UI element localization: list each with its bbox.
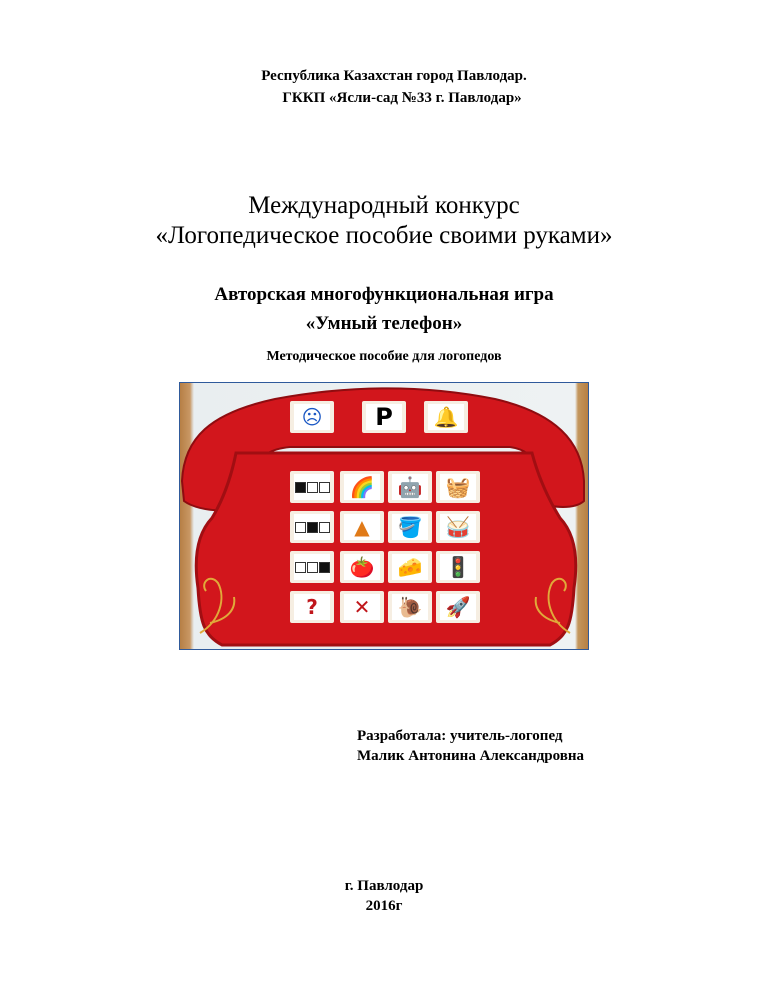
subtitle-line-2: «Умный телефон»: [305, 313, 463, 334]
picture-card: [436, 511, 480, 543]
footer-year: 2016г: [365, 898, 403, 914]
picture-card: [340, 551, 384, 583]
picture-card: [290, 471, 334, 503]
picture-card: [436, 471, 480, 503]
header-line-1: Республика Казахстан город Павлодар.: [261, 68, 527, 84]
picture-card: [388, 591, 432, 623]
title-line-2: «Логопедическое пособие своими руками»: [155, 222, 613, 249]
author-name: Малик Антонина Александровна: [357, 748, 585, 764]
picture-card: [388, 511, 432, 543]
author-role: Разработала: учитель-логопед: [357, 728, 563, 744]
basket-icon: 🧺: [440, 474, 476, 500]
picture-card: [340, 511, 384, 543]
picture-card: [436, 551, 480, 583]
picture-card: [388, 471, 432, 503]
face-icon: ☹: [294, 404, 330, 430]
picture-card: [436, 591, 480, 623]
header-line-2: ГККП «Ясли-сад №33 г. Павлодар»: [282, 90, 522, 106]
rainbow-icon: 🌈: [344, 474, 380, 500]
picture-card: [340, 591, 384, 623]
robot-icon: 🤖: [392, 474, 428, 500]
syllable-grid-icon: [294, 474, 330, 500]
crossed-out-icon: ✕: [344, 594, 380, 620]
picture-card: [290, 591, 334, 623]
subtitle-line-3: Методическое пособие для логопедов: [266, 349, 502, 364]
picture-card: [290, 511, 334, 543]
phone-body: [196, 453, 576, 645]
cheese-icon: 🧀: [392, 554, 428, 580]
subtitle-line-1: Авторская многофункциональная игра: [214, 284, 554, 305]
question-icon: ?: [294, 594, 330, 620]
drum-icon: 🥁: [440, 514, 476, 540]
footer-city: г. Павлодар: [344, 878, 424, 894]
smart-phone-photo: [179, 382, 589, 650]
title-line-1: Международный конкурс: [248, 192, 520, 219]
syllable-grid-icon: [294, 554, 330, 580]
picture-card: [424, 401, 468, 433]
traffic-light-icon: 🚦: [440, 554, 476, 580]
rocket-icon: 🚀: [440, 594, 476, 620]
pyramid-icon: ▲: [344, 514, 380, 540]
bell-icon: 🔔: [428, 404, 464, 430]
tomato-icon: 🍅: [344, 554, 380, 580]
letter-p-icon: Р: [366, 404, 402, 430]
syllable-grid-icon: [294, 514, 330, 540]
bucket-icon: 🪣: [392, 514, 428, 540]
picture-card: [388, 551, 432, 583]
picture-card: [290, 401, 334, 433]
picture-card: [290, 551, 334, 583]
picture-card: [362, 401, 406, 433]
picture-card: [340, 471, 384, 503]
snail-icon: 🐌: [392, 594, 428, 620]
